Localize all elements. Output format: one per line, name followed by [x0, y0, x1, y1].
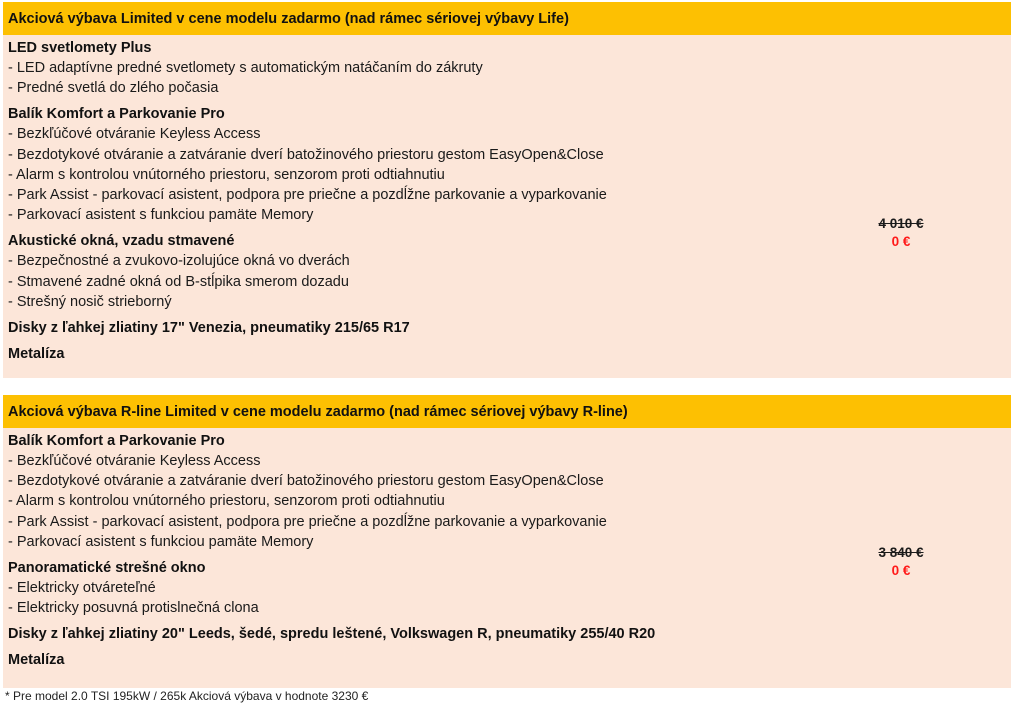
group-item: - Bezpečnostné a zvukovo-izolujúce okná vo dverách [8, 253, 350, 270]
original-price: 4 010 € [878, 216, 924, 231]
offer-section-rline [3, 395, 1011, 688]
group-item: - Strešný nosič strieborný [8, 293, 172, 310]
group-title: Panoramatické strešné okno [8, 560, 206, 577]
group-item: - Elektricky posuvná protislnečná clona [8, 600, 259, 617]
group-item: - Parkovací asistent s funkciou pamäte Memory [8, 533, 314, 550]
section-body [3, 428, 1011, 688]
group-item: - Alarm s kontrolou vnútorného priestoru, senzorom proti odtiahnutiu [8, 166, 445, 183]
footnote: * Pre model 2.0 TSI 195kW / 265k Akciová výbava v hodnote 3230 € [5, 689, 369, 703]
discounted-price: 0 € [891, 563, 911, 578]
section-header: Akciová výbava R-line Limited v cene modelu zadarmo (nad rámec sériovej výbavy R-line) [3, 395, 1011, 428]
group-title: Disky z ľahkej zliatiny 17" Venezia, pneumatiky 215/65 R17 [8, 320, 410, 337]
group-title: Akustické okná, vzadu stmavené [8, 233, 235, 250]
equipment-group [8, 344, 1011, 364]
equipment-group [8, 624, 1011, 644]
group-title: LED svetlomety Plus [8, 40, 152, 56]
group-item: - Elektricky otváreteľné [8, 580, 156, 597]
group-item: - Alarm s kontrolou vnútorného priestoru, senzorom proti odtiahnutiu [8, 493, 445, 510]
group-title: Metalíza [8, 346, 65, 363]
group-item: - Bezkľúčové otváranie Keyless Access [8, 126, 261, 143]
group-item: - Bezdotykové otváranie a zatváranie dverí batožinového priestoru gestom EasyOpen&Close [8, 146, 604, 163]
group-item: - Park Assist - parkovací asistent, podpora pre priečne a pozdĺžne parkovanie a vyparkovanie [8, 187, 607, 204]
offer-section-limited [3, 2, 1011, 378]
equipment-group [8, 104, 1011, 225]
group-title: Balík Komfort a Parkovanie Pro [8, 433, 225, 449]
equipment-group [8, 318, 1011, 338]
group-title: Metalíza [8, 652, 65, 669]
group-item: - Bezdotykové otváranie a zatváranie dverí batožinového priestoru gestom EasyOpen&Close [8, 473, 604, 490]
section-body [3, 35, 1011, 378]
group-title: Disky z ľahkej zliatiny 20" Leeds, šedé, spredu leštené, Volkswagen R, pneumatiky 255/40 R20 [8, 626, 656, 643]
section-header: Akciová výbava Limited v cene modelu zadarmo (nad rámec sériovej výbavy Life) [3, 2, 1011, 35]
group-item: - Predné svetlá do zlého počasia [8, 80, 219, 97]
group-item: - LED adaptívne predné svetlomety s automatickým natáčaním do zákruty [8, 60, 483, 76]
group-item: - Stmavené zadné okná od B-stĺpika smerom dozadu [8, 273, 349, 290]
group-item: - Park Assist - parkovací asistent, podpora pre priečne a pozdĺžne parkovanie a vyparkovanie [8, 513, 607, 530]
price-block [861, 216, 941, 249]
equipment-group [8, 431, 1011, 552]
price-block [861, 545, 941, 578]
group-item: - Bezkľúčové otváranie Keyless Access [8, 453, 261, 469]
original-price: 3 840 € [878, 545, 924, 560]
equipment-group [8, 650, 1011, 670]
group-title: Balík Komfort a Parkovanie Pro [8, 106, 225, 123]
group-item: - Parkovací asistent s funkciou pamäte Memory [8, 207, 314, 224]
equipment-group [8, 38, 1011, 98]
discounted-price: 0 € [891, 234, 911, 249]
